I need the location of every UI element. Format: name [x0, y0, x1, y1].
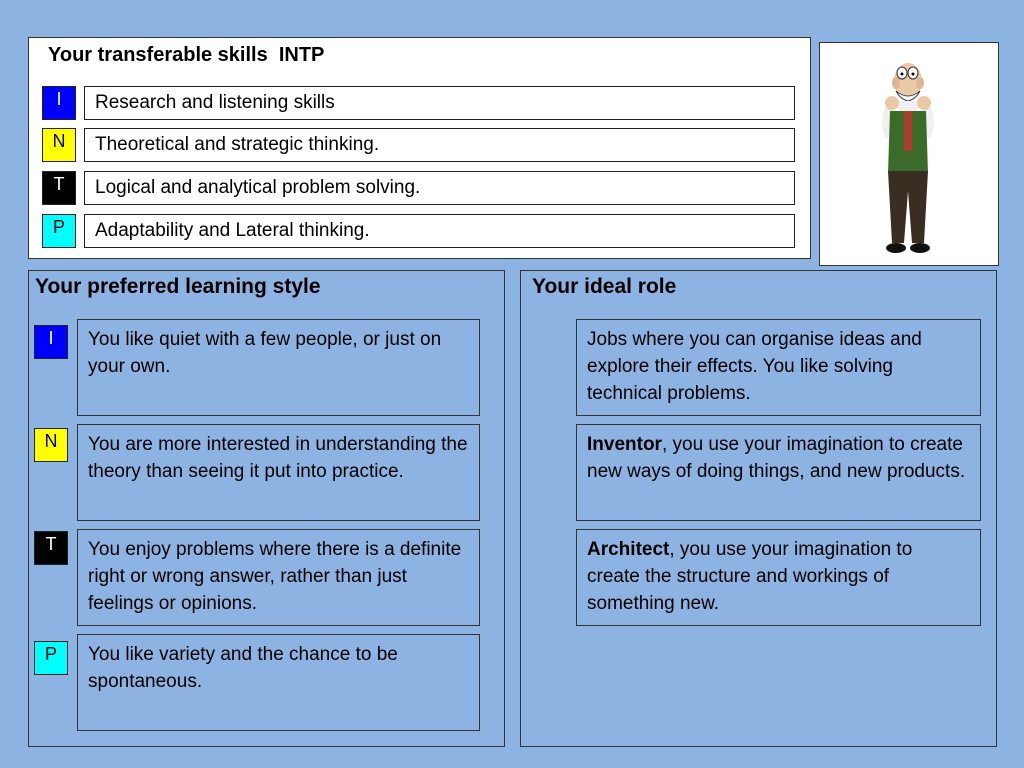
learning-item-p	[77, 634, 480, 731]
ideal-role-title: Your ideal role	[532, 275, 677, 298]
role-bold: Inventor	[587, 434, 662, 455]
role-text: , you use your imagination to create new ways of doing things, and new products.	[587, 434, 966, 482]
skill-letter-t: T	[42, 171, 76, 205]
skill-letter-i: I	[42, 86, 76, 120]
learning-text: You like quiet with a few people, or just on your own.	[88, 329, 442, 377]
role-item-architect	[576, 529, 981, 626]
learning-text: You like variety and the chance to be spontaneous.	[88, 644, 398, 692]
skill-text: Research and listening skills	[95, 92, 335, 113]
learning-text: You are more interested in understanding the theory than seeing it put into practice.	[88, 434, 468, 482]
skill-text: Adaptability and Lateral thinking.	[95, 220, 370, 241]
learning-item-t	[77, 529, 480, 626]
learning-item-i	[77, 319, 480, 416]
role-item-1	[576, 319, 981, 416]
cartoon-character-figure-icon	[820, 43, 998, 265]
role-text: , you use your imagination to create the structure and workings of something new.	[587, 539, 913, 614]
learning-text: You enjoy problems where there is a definite right or wrong answer, rather than just feelings or opinions.	[88, 539, 462, 614]
character-image	[819, 42, 999, 266]
skill-row-n	[84, 128, 795, 162]
skill-letter-n: N	[42, 128, 76, 162]
learning-style-title: Your preferred learning style	[35, 275, 321, 298]
learning-letter-i: I	[34, 325, 68, 359]
role-item-inventor	[576, 424, 981, 521]
role-bold: Architect	[587, 539, 670, 560]
skill-row-p	[84, 214, 795, 248]
learning-letter-p: P	[34, 641, 68, 675]
skill-letter-p: P	[42, 214, 76, 248]
role-text: Jobs where you can organise ideas and explore their effects. You like solving technical problems.	[587, 329, 922, 404]
learning-letter-n: N	[34, 428, 68, 462]
skill-text: Theoretical and strategic thinking.	[95, 134, 380, 155]
skill-row-t	[84, 171, 795, 205]
skill-text: Logical and analytical problem solving.	[95, 177, 421, 198]
learning-item-n	[77, 424, 480, 521]
skills-title: Your transferable skills INTP	[48, 44, 325, 66]
skill-row-i	[84, 86, 795, 120]
learning-letter-t: T	[34, 531, 68, 565]
